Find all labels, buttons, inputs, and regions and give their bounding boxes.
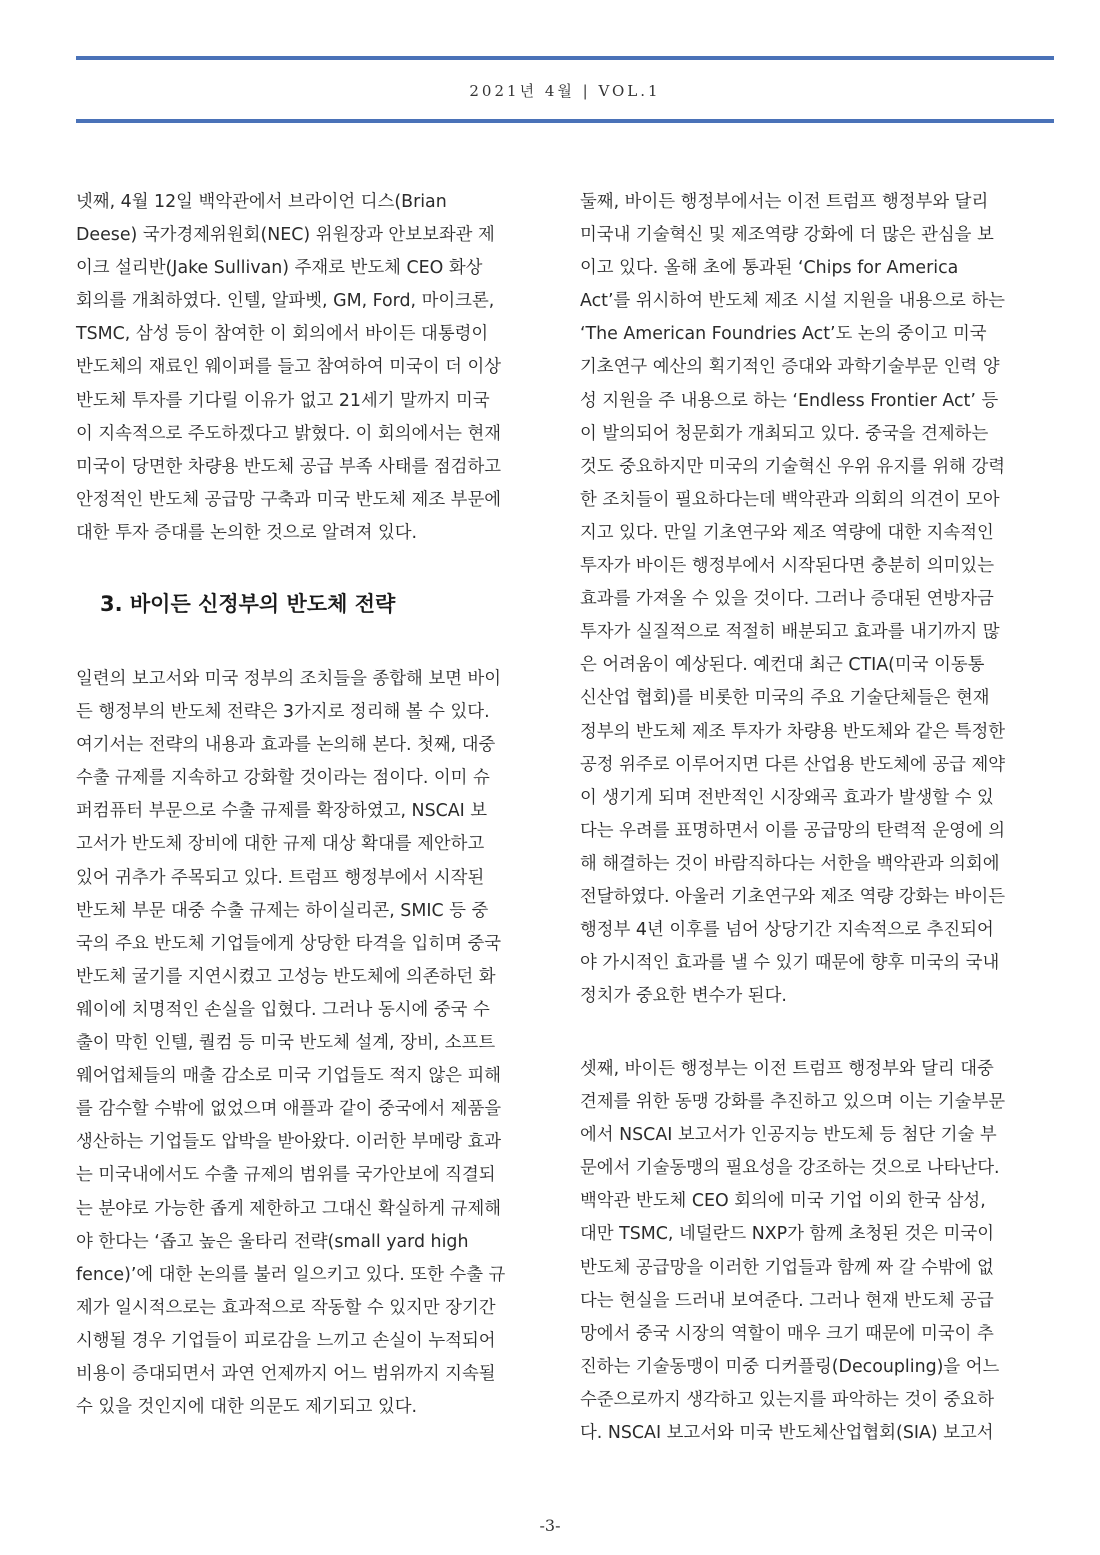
header-top-rule xyxy=(76,56,1054,60)
text-line: 성 지원을 주 내용으로 하는 ‘Endless Frontier Act’ 등 xyxy=(580,390,999,411)
text-line: 는 미국내에서도 수출 규제의 범위를 국가안보에 직결되 xyxy=(76,1165,496,1186)
text-line: ‘The American Foundries Act’도 논의 중이고 미국 xyxy=(580,324,987,345)
text-line: 반도체 부문 대중 수출 규제는 하이실리콘, SMIC 등 중 xyxy=(76,900,489,921)
text-line: 이 생기게 되며 전반적인 시장왜곡 효과가 발생할 수 있 xyxy=(580,787,994,808)
text-line: 투자가 실질적으로 적절히 배분되고 효과를 내기까지 많 xyxy=(580,622,1000,643)
text-line: 정부의 반도체 제조 투자가 차량용 반도체와 같은 특정한 xyxy=(580,721,1006,742)
text-line: 넷째, 4월 12일 백악관에서 브라이언 디스(Brian xyxy=(76,192,447,212)
text-line: 정치가 중요한 변수가 된다. xyxy=(580,986,787,1007)
text-line: 고서가 반도체 장비에 대한 규제 대상 확대를 제안하고 xyxy=(76,834,485,855)
text-line: Act’를 위시하여 반도체 제조 시설 지원을 내용으로 하는 xyxy=(580,291,1005,312)
text-line: 생산하는 기업들도 압박을 받아왔다. 이러한 부메랑 효과 xyxy=(76,1132,502,1153)
text-line: 한 조치들이 필요하다는데 백악관과 의회의 의견이 모아 xyxy=(580,489,1000,510)
text-line: 것도 중요하지만 미국의 기술혁신 우위 유지를 위해 강력 xyxy=(580,456,1006,477)
text-line: 퍼컴퓨터 부문으로 수출 규제를 확장하였고, NSCAI 보 xyxy=(76,801,488,822)
text-line: 수준으로까지 생각하고 있는지를 파악하는 것이 중요하 xyxy=(580,1389,995,1410)
right-paragraph-1 xyxy=(580,186,1058,1013)
text-line: 지고 있다. 만일 기초연구와 제조 역량에 대한 지속적인 xyxy=(580,522,994,543)
text-line: 야 한다는 ‘좁고 높은 울타리 전략(small yard high xyxy=(76,1231,469,1252)
text-line: 해 해결하는 것이 바람직하다는 서한을 백악관과 의회에 xyxy=(580,853,1000,874)
text-line: 이고 있다. 올해 초에 통과된 ‘Chips for America xyxy=(580,258,959,279)
text-line: 제가 일시적으로는 효과적으로 작동할 수 있지만 장기간 xyxy=(76,1297,496,1318)
text-line: 대만 TSMC, 네덜란드 NXP가 함께 초청된 것은 미국이 xyxy=(580,1224,995,1245)
header-bottom-rule xyxy=(76,119,1054,123)
text-line: 효과를 가져올 수 있을 것이다. 그러나 증대된 연방자금 xyxy=(580,589,994,610)
left-paragraph-1 xyxy=(76,186,554,550)
text-line: 미국내 기술혁신 및 제조역량 강화에 더 많은 관심을 보 xyxy=(580,225,994,246)
text-line: 여기서는 전략의 내용과 효과를 논의해 본다. 첫째, 대중 xyxy=(76,735,496,756)
text-line: 망에서 중국 시장의 역할이 매우 크기 때문에 미국이 추 xyxy=(580,1323,994,1344)
text-line: 있어 귀추가 주목되고 있다. 트럼프 행정부에서 시작된 xyxy=(76,867,485,888)
text-line: 이 발의되어 청문회가 개최되고 있다. 중국을 견제하는 xyxy=(580,423,989,444)
text-line: 일련의 보고서와 미국 정부의 조치들을 종합해 보면 바이 xyxy=(76,669,502,689)
text-line: 국의 주요 반도체 기업들에게 상당한 타격을 입히며 중국 xyxy=(76,933,502,954)
text-line: 야 가시적인 효과를 낼 수 있기 때문에 향후 미국의 국내 xyxy=(580,953,1000,974)
page-number: -3- xyxy=(539,1516,561,1535)
text-line: 웨어업체들의 매출 감소로 미국 기업들도 적지 않은 피해 xyxy=(76,1066,502,1087)
text-line: 대한 투자 증대를 논의한 것으로 알려져 있다. xyxy=(76,522,418,543)
text-line: Deese) 국가경제위원회(NEC) 위원장과 안보보좌관 제 xyxy=(76,225,495,246)
text-line: 다는 우려를 표명하면서 이를 공급망의 탄력적 운영에 의 xyxy=(580,820,1006,841)
text-line: 에서 NSCAI 보고서가 인공지능 반도체 등 첨단 기술 부 xyxy=(580,1125,997,1146)
text-line: 미국이 당면한 차량용 반도체 공급 부족 사태를 점검하고 xyxy=(76,456,502,477)
page-header: 2021년 4월 | VOL.1 xyxy=(469,82,661,100)
text-line: 반도체의 재료인 웨이퍼를 들고 참여하여 미국이 더 이상 xyxy=(76,357,502,378)
text-line: 은 어려움이 예상된다. 예컨대 최근 CTIA(미국 이동통 xyxy=(580,655,985,676)
text-line: 는 분야로 가능한 좁게 제한하고 그대신 확실하게 규제해 xyxy=(76,1198,502,1219)
text-line: 출이 막힌 인텔, 퀄컴 등 미국 반도체 설계, 장비, 소프트 xyxy=(76,1033,496,1054)
text-line: 기초연구 예산의 획기적인 증대와 과학기술부문 인력 양 xyxy=(580,357,1000,378)
text-line: 반도체 공급망을 이러한 기업들과 함께 짜 갈 수밖에 없 xyxy=(580,1257,994,1278)
text-line: 이 지속적으로 주도하겠다고 밝혔다. 이 회의에서는 현재 xyxy=(76,423,502,444)
text-line: 를 감수할 수밖에 없었으며 애플과 같이 중국에서 제품을 xyxy=(76,1099,502,1120)
text-line: 견제를 위한 동맹 강화를 추진하고 있으며 이는 기술부문 xyxy=(580,1092,1006,1113)
text-line: 행정부 4년 이후를 넘어 상당기간 지속적으로 추진되어 xyxy=(580,920,994,941)
text-line: 반도체 굴기를 지연시켰고 고성능 반도체에 의존하던 화 xyxy=(76,966,496,987)
text-line: 백악관 반도체 CEO 회의에 미국 기업 이외 한국 삼성, xyxy=(580,1191,986,1212)
text-line: 시행될 경우 기업들이 피로감을 느끼고 손실이 누적되어 xyxy=(76,1330,496,1351)
text-line: fence)’에 대한 논의를 불러 일으키고 있다. 또한 수출 규 xyxy=(76,1264,506,1285)
text-line: 투자가 바이든 행정부에서 시작된다면 충분히 의미있는 xyxy=(580,556,995,577)
section-title: 3. 바이든 신정부의 반도체 전략 xyxy=(100,592,396,616)
text-line: 셋째, 바이든 행정부는 이전 트럼프 행정부와 달리 대중 xyxy=(580,1059,994,1079)
text-line: 다. NSCAI 보고서와 미국 반도체산업협회(SIA) 보고서 xyxy=(580,1423,994,1444)
text-line: TSMC, 삼성 등이 참여한 이 회의에서 바이든 대통령이 xyxy=(76,324,489,345)
text-line: 반도체 투자를 기다릴 이유가 없고 21세기 말까지 미국 xyxy=(76,390,490,411)
text-line: 수 있을 것인지에 대한 의문도 제기되고 있다. xyxy=(76,1397,418,1418)
text-line: 다는 현실을 드러내 보여준다. 그러나 현재 반도체 공급 xyxy=(580,1290,994,1311)
text-line: 안정적인 반도체 공급망 구축과 미국 반도체 제조 부문에 xyxy=(76,489,502,510)
text-line: 이크 설리반(Jake Sullivan) 주재로 반도체 CEO 화상 xyxy=(76,258,483,279)
text-line: 둘째, 바이든 행정부에서는 이전 트럼프 행정부와 달리 xyxy=(580,192,989,212)
text-line: 비용이 증대되면서 과연 언제까지 어느 범위까지 지속될 xyxy=(76,1363,496,1384)
right-paragraph-2 xyxy=(580,1053,1058,1450)
text-line: 수출 규제를 지속하고 강화할 것이라는 점이다. 이미 슈 xyxy=(76,768,490,789)
left-paragraph-2 xyxy=(76,663,554,1424)
text-line: 웨이에 치명적인 손실을 입혔다. 그러나 동시에 중국 수 xyxy=(76,999,490,1020)
text-line: 회의를 개최하였다. 인텔, 알파벳, GM, Ford, 마이크론, xyxy=(76,291,495,312)
text-line: 전달하였다. 아울러 기초연구와 제조 역량 강화는 바이든 xyxy=(580,886,1006,907)
text-line: 공정 위주로 이루어지면 다른 산업용 반도체에 공급 제약 xyxy=(580,754,1006,775)
text-line: 진하는 기술동맹이 미중 디커플링(Decoupling)을 어느 xyxy=(580,1356,1000,1377)
text-line: 든 행정부의 반도체 전략은 3가지로 정리해 볼 수 있다. xyxy=(76,702,490,723)
text-line: 신산업 협회)를 비롯한 미국의 주요 기술단체들은 현재 xyxy=(580,688,990,709)
text-line: 문에서 기술동맹의 필요성을 강조하는 것으로 나타난다. xyxy=(580,1158,1000,1179)
